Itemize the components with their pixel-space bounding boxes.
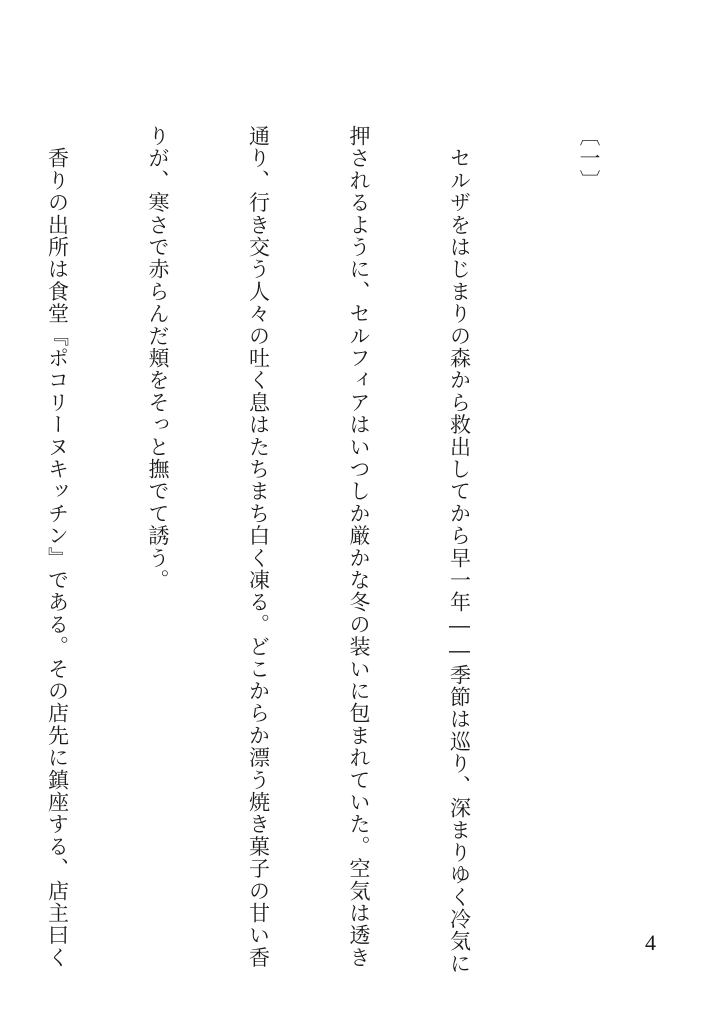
vertical-text-body: [0, 125, 672, 975]
text-line: 通り、行き交う人々の吐く息はたちまち白く凍る。どこからか漂う焼き菓子の甘い香: [246, 125, 271, 969]
text-line: セルザをはじまりの森から救出してから早一年――季節は巡り、深まりゆく冷気に: [447, 125, 472, 975]
text-line: りが、寒さで赤らんだ頬をそっと撫でて誘う。: [146, 125, 170, 592]
page-number: 4: [645, 930, 656, 955]
chapter-heading: 〔一〕: [577, 125, 601, 192]
text-line: 香りの出所は食堂『ポコリーヌキッチン』である。その店先に鎮座する、店主曰く: [45, 125, 70, 969]
text-line: 押されるように、セルフィアはいつしか厳かな冬の装いに包まれていた。空気は透き: [347, 125, 371, 969]
